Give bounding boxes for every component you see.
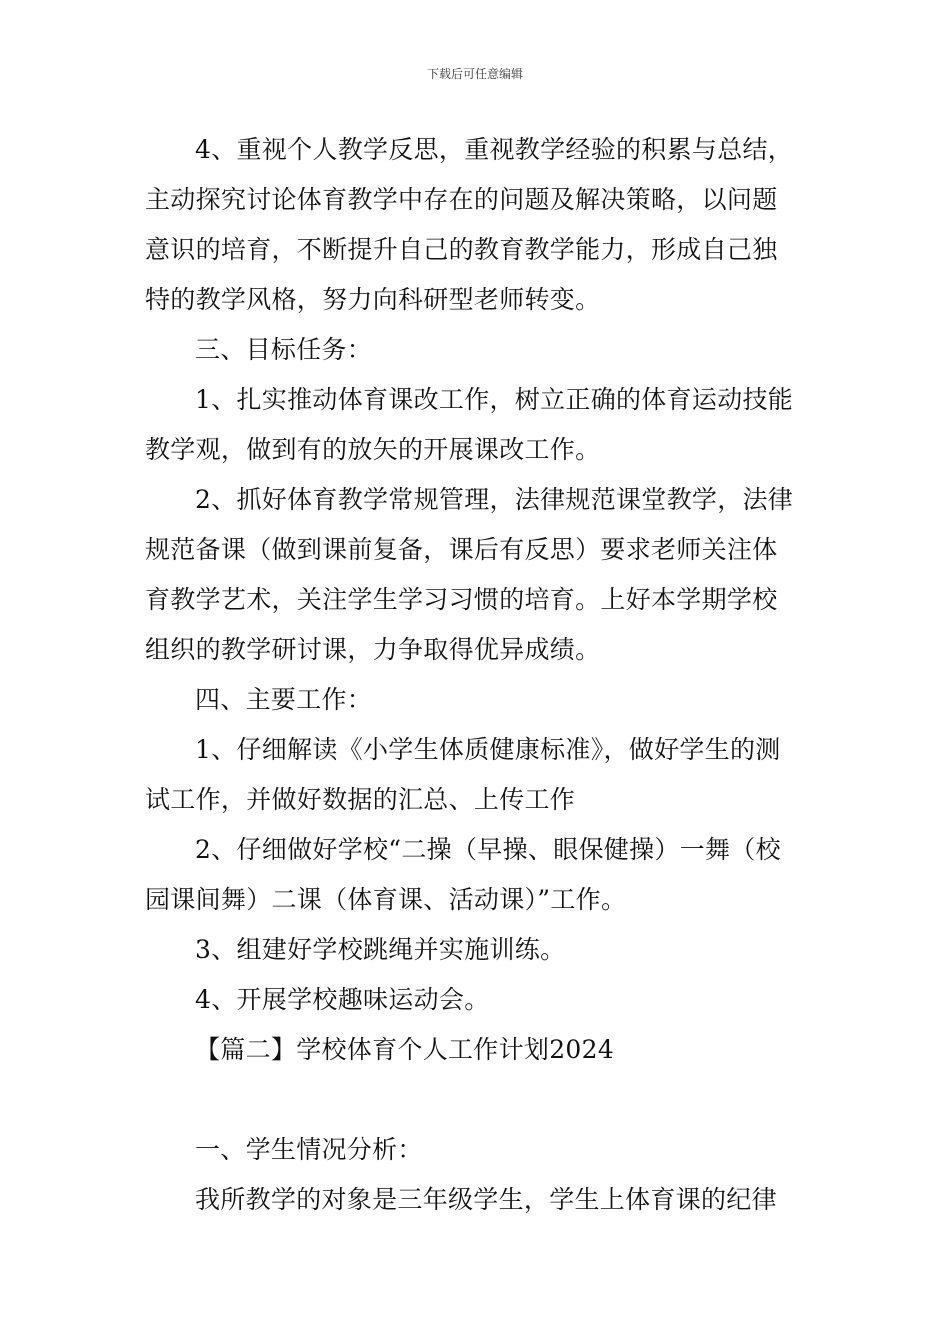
text-line: 组织的教学研讨课，力争取得优异成绩。 — [145, 635, 601, 664]
text-line: 2、抓好体育教学常规管理，法律规范课堂教学，法律 — [195, 485, 794, 514]
section-heading: 一、学生情况分析： — [195, 1135, 423, 1164]
article-title: 【篇二】学校体育个人工作计划2024 — [195, 1035, 615, 1064]
text-line: 规范备课（做到课前复备，课后有反思）要求老师关注体 — [145, 535, 778, 564]
text-line: 试工作，并做好数据的汇总、上传工作 — [145, 785, 576, 814]
page-header: 下载后可任意编辑 — [426, 67, 523, 81]
text-line: 我所教学的对象是三年级学生，学生上体育课的纪律 — [195, 1185, 777, 1214]
text-line: 3、组建好学校跳绳并实施训练。 — [195, 935, 566, 964]
text-line: 2、仔细做好学校“二操（早操、眼保健操）一舞（校 — [195, 835, 781, 864]
text-line: 教学观，做到有的放矢的开展课改工作。 — [145, 435, 601, 464]
text-line: 主动探究讨论体育教学中存在的问题及解决策略，以问题 — [145, 185, 778, 214]
text-line: 1、仔细解读《小学生体质健康标准》，做好学生的测 — [195, 735, 781, 764]
text-line: 园课间舞）二课（体育课、活动课）”工作。 — [145, 885, 627, 914]
document-body — [145, 125, 807, 1225]
blank-line — [145, 1075, 807, 1125]
text-line: 特的教学风格，努力向科研型老师转变。 — [145, 285, 601, 314]
section-heading: 四、主要工作： — [195, 685, 373, 714]
text-line: 育教学艺术，关注学生学习习惯的培育。上好本学期学校 — [145, 585, 778, 614]
text-line: 1、扎实推动体育课改工作，树立正确的体育运动技能 — [195, 385, 794, 414]
section-heading: 三、目标任务： — [195, 335, 373, 364]
text-line: 意识的培育，不断提升自己的教育教学能力，形成自己独 — [145, 235, 778, 264]
text-line: 4、开展学校趣味运动会。 — [195, 985, 490, 1014]
text-line: 4、重视个人教学反思，重视教学经验的积累与总结， — [195, 135, 794, 164]
